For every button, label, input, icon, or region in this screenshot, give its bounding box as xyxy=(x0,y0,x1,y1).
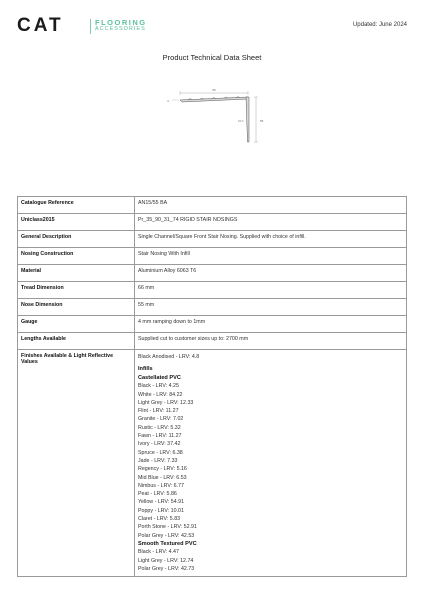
table-row xyxy=(18,231,407,248)
spec-value: 4 mm ramping down to 1mm xyxy=(135,316,407,333)
spec-value: Single Channel/Square Front Stair Nosing. Supplied with choice of infill. xyxy=(135,231,407,248)
spec-value: Stair Nosing With Infill xyxy=(135,248,407,265)
list-item: Fawn - LRV: 11.27 xyxy=(138,433,182,440)
table-row xyxy=(18,197,407,214)
list-item: Yellow - LRV: 54.91 xyxy=(138,499,185,506)
brand-subtitle-line-2: ACCESSORIES xyxy=(95,26,146,32)
list-item: Black - LRV: 4.25 xyxy=(138,383,179,390)
spec-value: 66 mm xyxy=(135,282,407,299)
table-row xyxy=(18,299,407,316)
logo-divider xyxy=(90,19,91,34)
infills-heading: Infills xyxy=(138,366,153,373)
spec-table xyxy=(17,196,407,577)
spec-value: 55 mm xyxy=(135,299,407,316)
spec-key: Catalogue Reference xyxy=(18,197,135,214)
brand-logo: CAT xyxy=(17,15,64,36)
list-item: Porth Stone - LRV: 52.91 xyxy=(138,524,197,531)
spec-value: Aluminium Alloy 6063 T6 xyxy=(135,265,407,282)
list-item: Black - LRV: 4.47 xyxy=(138,549,179,556)
tread-dimension-label: 66 xyxy=(212,88,216,92)
spec-key: Nose Dimension xyxy=(18,299,135,316)
spec-key: Nosing Construction xyxy=(18,248,135,265)
spec-key: Uniclass2015 xyxy=(18,214,135,231)
smooth-heading: Smooth Textured PVC xyxy=(138,540,197,547)
list-item: Ivory - LRV: 37.42 xyxy=(138,441,181,448)
table-row xyxy=(18,333,407,350)
smooth-list xyxy=(138,548,403,573)
list-item: Claret - LRV: 5.83 xyxy=(138,516,181,523)
spec-key: Gauge xyxy=(18,316,135,333)
spec-key: Finishes Available & Light Reflective Values xyxy=(18,350,135,577)
list-item: Light Grey - LRV: 12.74 xyxy=(138,557,194,564)
updated-date: Updated: June 2024 xyxy=(352,22,407,28)
profile-drawing xyxy=(160,84,270,144)
list-item: Polar Grey - LRV: 42.53 xyxy=(138,532,195,539)
brand-subtitle xyxy=(95,19,147,33)
spec-value: Pr_35_90_31_74 RIGID STAIR NOSINGS xyxy=(135,214,407,231)
list-item: Flint - LRV: 11.27 xyxy=(138,408,179,415)
spec-key: Lengths Available xyxy=(18,333,135,350)
castellated-heading: Castellated PVC xyxy=(138,374,181,381)
list-item: Jade - LRV: 7.33 xyxy=(138,457,178,464)
svg-text:R0.5: R0.5 xyxy=(238,120,244,123)
list-item: Mid Blue - LRV: 6.53 xyxy=(138,474,187,481)
table-row xyxy=(18,265,407,282)
spec-value: AN15/55 BA xyxy=(135,197,407,214)
svg-text:4: 4 xyxy=(167,99,169,103)
brand-subtitle-line-1: FLOORING xyxy=(95,18,147,27)
page-title: Product Technical Data Sheet xyxy=(162,53,262,62)
list-item: Nimbus - LRV: 6.77 xyxy=(138,482,184,489)
table-row xyxy=(18,248,407,265)
nosing-profile-diagram xyxy=(160,84,270,144)
table-row xyxy=(18,350,407,577)
list-item: Peat - LRV: 5.86 xyxy=(138,491,177,498)
list-item: White - LRV: 84.22 xyxy=(138,391,183,398)
list-item: Poppy - LRV: 10.01 xyxy=(138,507,184,514)
list-item: Granite - LRV: 7.02 xyxy=(138,416,184,423)
list-item: Polar Grey - LRV: 42.73 xyxy=(138,566,195,573)
table-row xyxy=(18,316,407,333)
table-row xyxy=(18,282,407,299)
nose-dimension-label: 55 xyxy=(260,119,264,123)
spec-key: Tread Dimension xyxy=(18,282,135,299)
finishes-cell xyxy=(135,350,407,577)
list-item: Rustic - LRV: 5.32 xyxy=(138,424,181,431)
base-finish: Black Anodised - LRV: 4.8 xyxy=(138,354,200,360)
castellated-list xyxy=(138,382,403,540)
page-header xyxy=(17,16,407,38)
table-row xyxy=(18,214,407,231)
list-item: Spruce - LRV: 6.38 xyxy=(138,449,183,456)
list-item: Regency - LRV: 5.16 xyxy=(138,466,187,473)
spec-key: General Description xyxy=(18,231,135,248)
list-item: Light Grey - LRV: 12.33 xyxy=(138,399,194,406)
spec-key: Material xyxy=(18,265,135,282)
spec-value: Supplied cut to customer sizes up to: 2700 mm xyxy=(135,333,407,350)
